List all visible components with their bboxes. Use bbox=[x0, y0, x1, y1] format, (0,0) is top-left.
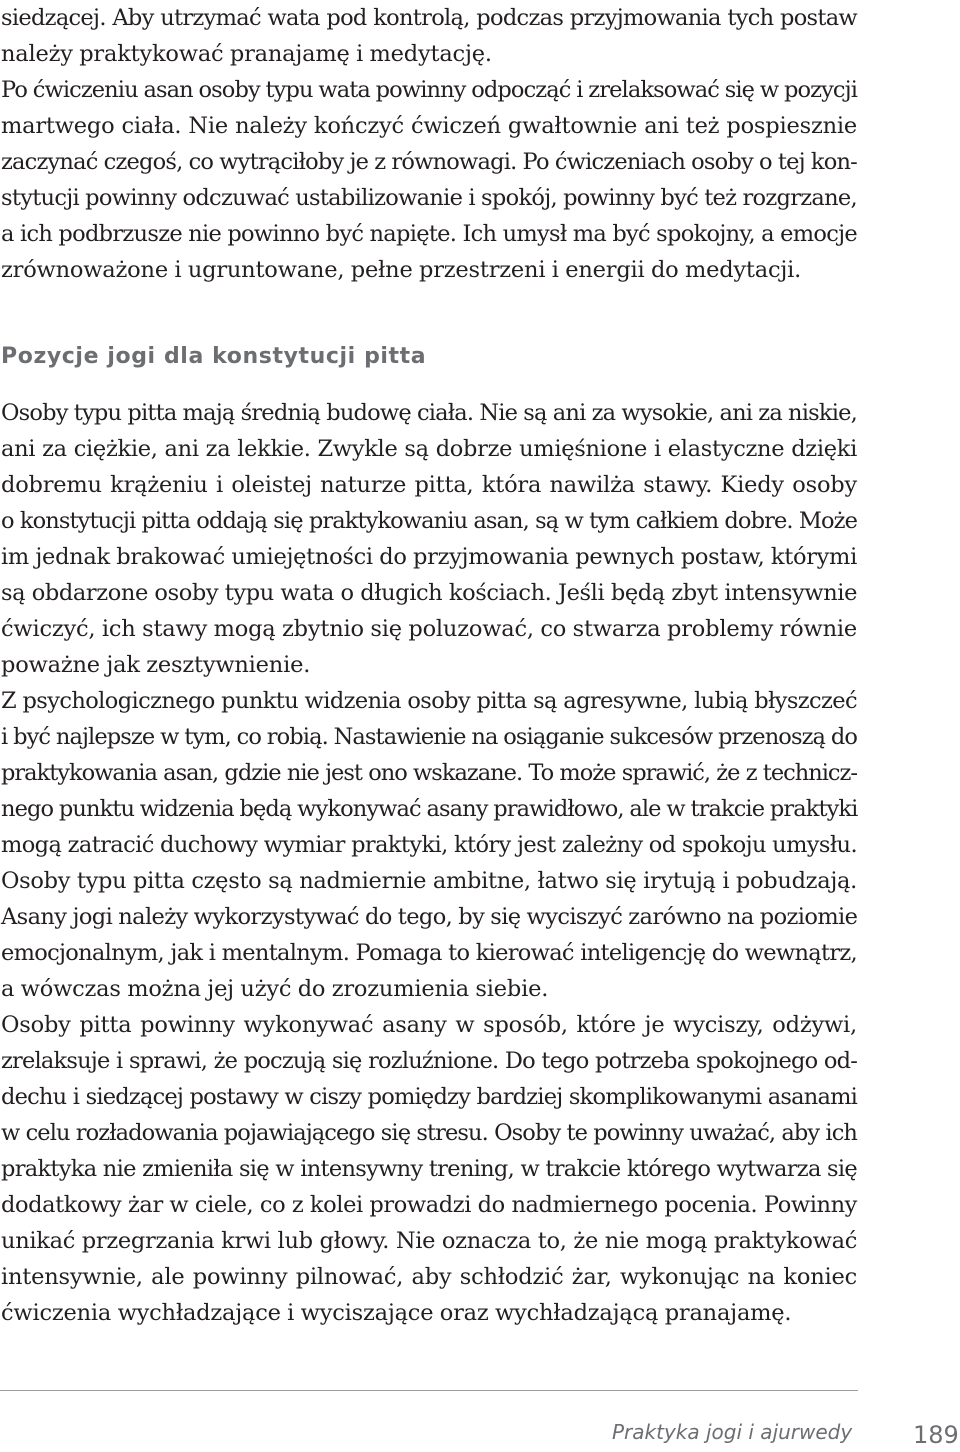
text-line: emocjonalnym, jak i mentalnym. Pomaga to kierować inteligencję do wewnątrz, bbox=[1, 940, 857, 966]
text-line: Asany jogi należy wykorzystywać do tego, by się wyciszyć zarówno na poziomie bbox=[1, 904, 858, 930]
text-line: intensywnie, ale powinny pilnować, aby schłodzić żar, wykonując na koniec bbox=[1, 1264, 857, 1290]
text-line: zaczynać czegoś, co wytrąciłoby je z równowagi. Po ćwiczeniach osoby o tej kon- bbox=[1, 149, 857, 175]
running-footer-title: Praktyka jogi i ajurwedy bbox=[612, 1420, 853, 1444]
section-heading: Pozycje jogi dla konstytucji pitta bbox=[1, 344, 427, 369]
text-line: poważne jak zesztywnienie. bbox=[1, 652, 311, 678]
page-number: 189 bbox=[913, 1421, 959, 1449]
text-line: martwego ciała. Nie należy kończyć ćwiczeń gwałtownie ani też pospiesznie bbox=[1, 113, 857, 139]
text-line: ćwiczyć, ich stawy mogą zbytnio się poluzować, co stwarza problemy równie bbox=[1, 616, 857, 642]
text-line: dodatkowy żar w ciele, co z kolei prowadzi do nadmiernego pocenia. Powinny bbox=[1, 1192, 857, 1218]
text-line: w celu rozładowania pojawiającego się stresu. Osoby te powinny uważać, aby ich bbox=[1, 1120, 857, 1146]
text-line: są obdarzone osoby typu wata o długich kościach. Jeśli będą zbyt intensywnie bbox=[1, 580, 857, 606]
text-line: praktykowania asan, gdzie nie jest ono wskazane. To może sprawić, że z technicz- bbox=[1, 760, 857, 786]
text-line: a ich podbrzusze nie powinno być napięte. Ich umysł ma być spokojny, a emocje bbox=[1, 221, 857, 247]
text-line: Z psychologicznego punktu widzenia osoby pitta są agresywne, lubią błyszczeć bbox=[1, 688, 857, 714]
text-line: Osoby typu pitta często są nadmiernie ambitne, łatwo się irytują i pobudzają. bbox=[1, 868, 857, 894]
text-line: dobremu krążeniu i oleistej naturze pitta, która nawilża stawy. Kiedy osoby bbox=[1, 472, 857, 498]
footer-divider bbox=[0, 1390, 858, 1391]
text-line: Osoby pitta powinny wykonywać asany w sposób, które je wyciszy, odżywi, bbox=[1, 1012, 857, 1038]
text-line: nego punktu widzenia będą wykonywać asany prawidłowo, ale w trakcie praktyki bbox=[1, 796, 858, 822]
text-line: ani za ciężkie, ani za lekkie. Zwykle są dobrze umięśnione i elastyczne dzięki bbox=[1, 436, 857, 462]
text-line: o konstytucji pitta oddają się praktykowaniu asan, są w tym całkiem dobre. Może bbox=[1, 508, 857, 534]
text-line: należy praktykować pranajamę i medytację. bbox=[1, 41, 492, 67]
text-line: siedzącej. Aby utrzymać wata pod kontrolą, podczas przyjmowania tych postaw bbox=[1, 5, 857, 31]
text-line: Po ćwiczeniu asan osoby typu wata powinny odpocząć i zrelaksować się w pozycji bbox=[1, 77, 857, 103]
text-line: i być najlepsze w tym, co robią. Nastawienie na osiąganie sukcesów przenoszą do bbox=[1, 724, 857, 750]
text-line: ćwiczenia wychładzające i wyciszające oraz wychładzającą pranajamę. bbox=[1, 1300, 792, 1326]
top-paragraph bbox=[1, 0, 857, 288]
text-line: unikać przegrzania krwi lub głowy. Nie oznacza to, że nie mogą praktykować bbox=[1, 1228, 857, 1254]
text-line: praktyka nie zmieniła się w intensywny trening, w trakcie którego wytwarza się bbox=[1, 1156, 857, 1182]
text-line: zrelaksuje i sprawi, że poczują się rozluźnione. Do tego potrzeba spokojnego od- bbox=[1, 1048, 857, 1074]
text-line: a wówczas można jej użyć do zrozumienia siebie. bbox=[1, 976, 549, 1002]
pitta-section-body bbox=[1, 395, 857, 1331]
text-line: Osoby typu pitta mają średnią budowę ciała. Nie są ani za wysokie, ani za niskie, bbox=[1, 400, 857, 426]
text-line: mogą zatracić duchowy wymiar praktyki, który jest zależny od spokoju umysłu. bbox=[1, 832, 857, 858]
text-line: stytucji powinny odczuwać ustabilizowanie i spokój, powinny być też rozgrzane, bbox=[1, 185, 857, 211]
text-line: im jednak brakować umiejętności do przyjmowania pewnych postaw, którymi bbox=[1, 544, 857, 570]
text-line: zrównoważone i ugruntowane, pełne przestrzeni i energii do medytacji. bbox=[1, 257, 802, 283]
text-line: dechu i siedzącej postawy w ciszy pomiędzy bardziej skomplikowanymi asanami bbox=[1, 1084, 857, 1110]
